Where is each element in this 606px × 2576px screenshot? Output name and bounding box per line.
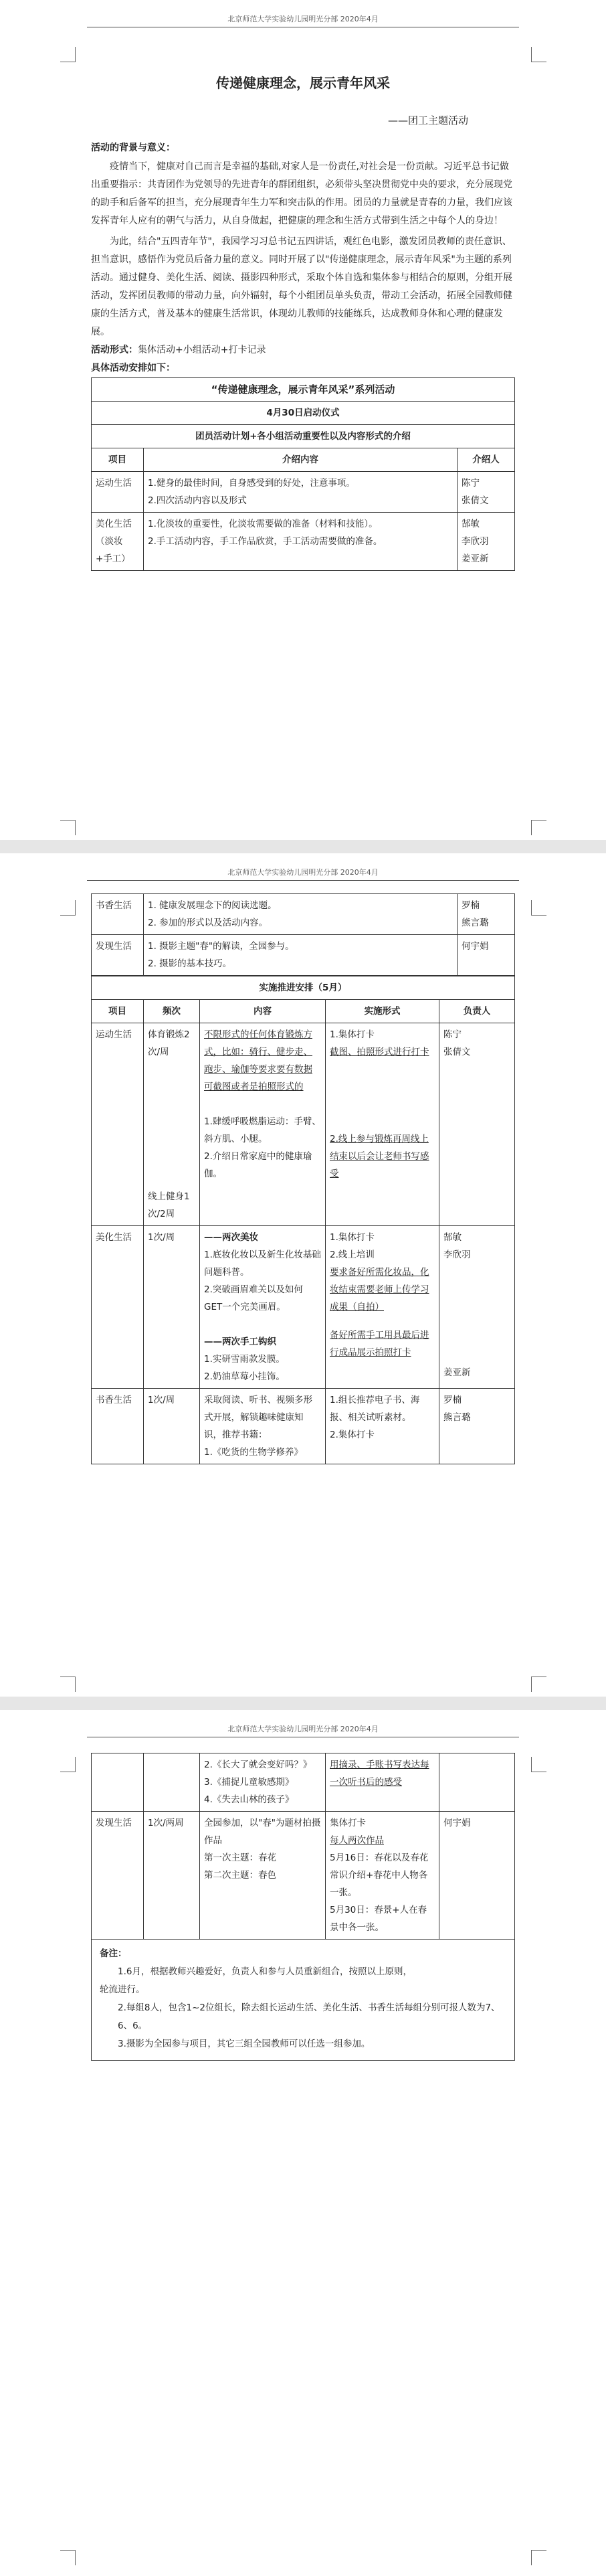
content-subheading: ——两次美妆 bbox=[204, 1232, 258, 1243]
crop-mark bbox=[531, 2550, 546, 2565]
presenter-cell bbox=[458, 894, 515, 935]
crop-mark bbox=[60, 820, 76, 835]
content-cell bbox=[200, 1389, 326, 1464]
launch-date: 4月30日启动仪式 bbox=[92, 402, 515, 425]
presenter-cell: 何宇娟 bbox=[458, 935, 515, 976]
presenter: 熊言璐 bbox=[462, 918, 489, 928]
table-row bbox=[92, 1226, 515, 1389]
project-cell: 书香生活 bbox=[92, 1389, 144, 1464]
crop-mark bbox=[60, 2550, 76, 2565]
owner: 李欣羽 bbox=[443, 1250, 471, 1260]
column-header: 内容 bbox=[200, 1000, 326, 1023]
owner-cell bbox=[439, 1226, 515, 1389]
project-cell bbox=[92, 1753, 144, 1812]
form-text: 用摘录、手账书写表达每一次听书后的感受 bbox=[330, 1759, 429, 1788]
page-2 bbox=[0, 853, 606, 1697]
frequency-cell bbox=[144, 1023, 200, 1226]
crop-mark bbox=[60, 1677, 76, 1692]
content-text: 2.突破画眉难关以及如何GET一个完美画眉。 bbox=[204, 1284, 303, 1312]
activity-form-value: 集体活动+小组活动+打卡记录 bbox=[138, 345, 266, 355]
book-item: 4.《失去山林的孩子》 bbox=[204, 1794, 294, 1805]
page-header: 北京师范大学实验幼儿园明光分部 2020年4月 bbox=[227, 1725, 379, 1733]
form-text: 2.线上参与锻炼再周线上结束以后会让老师书写感受 bbox=[330, 1134, 429, 1179]
schedule-table bbox=[91, 976, 515, 1464]
schedule-title: 实施推进安排（5月） bbox=[92, 976, 515, 1000]
form-text: 1.集体打卡 bbox=[330, 1232, 375, 1243]
crop-mark bbox=[531, 1757, 546, 1772]
note-item: 3.摄影为全园参与项目，其它三组全园教师可以任选一组参加。 bbox=[118, 2039, 371, 2049]
activity-form bbox=[91, 341, 515, 359]
owner: 张倩文 bbox=[443, 1047, 471, 1057]
owner: 郜敏 bbox=[443, 1232, 462, 1243]
column-header: 项目 bbox=[92, 1000, 144, 1023]
activity-form-label: 活动形式： bbox=[91, 345, 138, 355]
owner-cell bbox=[439, 1389, 515, 1464]
crop-mark bbox=[60, 900, 76, 916]
background-paragraph-1: 疫情当下，健康对自己而言是幸福的基础,对家人是一份责任,对社会是一份贡献。习近平总书记做出重要指示：共青团作为党领导的先进青年的群团组织，必须带头坚决贯彻党中央的要求，充分展现党的助手和后备军的担当，充分展现青年生力军和突击队的作用。团员的力量就是青春的力量，我们应该发挥青年人应有的朝气与活力，从自身做起，把健康的理念和生活方式带到生活之中每个人的身边！ bbox=[91, 161, 512, 226]
note-item: 1.6月，根据教师兴趣爱好，负责人和参与人员重新组合，按照以上原则， bbox=[118, 1966, 412, 1977]
presenter: 郜敏 bbox=[462, 519, 480, 529]
page-3 bbox=[0, 1710, 606, 2576]
page-header: 北京师范大学实验幼儿园明光分部 2020年4月 bbox=[227, 868, 379, 877]
launch-table-title: “传递健康理念，展示青年风采”系列活动 bbox=[92, 378, 515, 402]
project-cell: 发现生活 bbox=[92, 935, 144, 976]
form-text: 1.组长推荐电子书、海报、相关试听素材。 bbox=[330, 1395, 420, 1423]
project-cell: 美化生活 bbox=[92, 1226, 144, 1389]
background-paragraph-2: 为此，结合"五四青年节"，我园学习习总书记五四讲话，观红色电影，激发团员教师的责任意识、担当意识，感悟作为党员后备力量的意义。同时开展了以"传递健康理念，展示青年风采"为主题的系列活动。通过健身、美化生活、阅读、摄影四种形式，采取个体自选和集体参与相结合的原则，分组开展活动，发挥团员教师的带动力量，向外辐射，每个小组团员单头负责，带动工会活动，拓展全园教师健康的生活方式，普及基本的健康生活常识，体现幼儿教师的技能练兵，达成教师身体和心理的健康发展。 bbox=[91, 236, 512, 337]
content-cell bbox=[200, 1226, 326, 1389]
project-cell: 运动生活 bbox=[92, 472, 144, 513]
presenter: 陈宁 bbox=[462, 478, 480, 489]
intro-line: 2.四次活动内容以及形式 bbox=[148, 495, 247, 506]
intro-line: 2. 参加的形式以及活动内容。 bbox=[148, 918, 268, 928]
table-row bbox=[92, 1753, 515, 1812]
content-text: 第二次主题：春色 bbox=[204, 1870, 276, 1881]
intro-line: 1.化淡妆的重要性，化淡妆需要做的准备（材料和技能）。 bbox=[148, 519, 378, 529]
owner: 陈宁 bbox=[443, 1029, 462, 1040]
presenter: 张倩文 bbox=[462, 495, 489, 506]
form-text: 每人两次作品 bbox=[330, 1835, 384, 1846]
content-text: 1.肆缓呼吸燃脂运动：手臂、斜方肌、小腿。 bbox=[204, 1116, 321, 1144]
owner: 罗楠 bbox=[443, 1395, 462, 1405]
content-text: 2.介绍日常家庭中的健康瑜伽。 bbox=[204, 1151, 312, 1179]
form-text: 集体打卡 bbox=[330, 1818, 366, 1828]
frequency-cell bbox=[144, 1753, 200, 1812]
document-body bbox=[91, 72, 515, 571]
content-text: 第一次主题：春花 bbox=[204, 1853, 276, 1863]
notes-label: 备注： bbox=[100, 1948, 127, 1959]
form-text: 2.线上培训 bbox=[330, 1250, 375, 1260]
form-text: 备好所需手工用具最后进行成品展示拍照打卡 bbox=[330, 1330, 429, 1358]
crop-mark bbox=[531, 47, 546, 62]
book-item: 1.《吃货的生物学修养》 bbox=[204, 1447, 303, 1458]
project-cell: 发现生活 bbox=[92, 1812, 144, 1940]
intro-line: 2. 摄影的基本技巧。 bbox=[148, 958, 232, 969]
presenter: 李欣羽 bbox=[462, 536, 489, 547]
intro-line: 2.手工活动内容，手工作品欣赏，手工活动需要做的准备。 bbox=[148, 536, 383, 547]
table-row bbox=[92, 1023, 515, 1226]
book-item: 2.《长大了就会变好吗？》 bbox=[204, 1759, 312, 1770]
content-subheading: ——两次手工钩织 bbox=[204, 1337, 276, 1347]
page-1 bbox=[0, 0, 606, 840]
column-header: 项目 bbox=[92, 448, 144, 472]
content-text: 不限形式的任何体育锻炼方式，比如：骑行、健步走、跑步、瑜伽等要求要有数据可截图或者是拍照形式的 bbox=[204, 1029, 312, 1092]
arrangement-heading: 具体活动安排如下： bbox=[91, 363, 175, 373]
crop-mark bbox=[60, 1757, 76, 1772]
crop-mark bbox=[531, 820, 546, 835]
presenter: 罗楠 bbox=[462, 900, 480, 911]
form-cell bbox=[326, 1812, 439, 1940]
content-cell bbox=[200, 1812, 326, 1940]
document-subtitle: ——团工主题活动 bbox=[387, 114, 468, 126]
launch-subtitle: 团员活动计划+各小组活动重要性以及内容形式的介绍 bbox=[92, 425, 515, 448]
intro-line: 1. 摄影主题"春"的解读，全园参与。 bbox=[148, 941, 294, 952]
page-header: 北京师范大学实验幼儿园明光分部 2020年4月 bbox=[227, 15, 379, 23]
form-cell bbox=[326, 1389, 439, 1464]
document-body bbox=[91, 1753, 515, 2061]
form-text: 1.集体打卡 bbox=[330, 1029, 375, 1040]
content-cell bbox=[200, 1753, 326, 1812]
project-cell: 书香生活 bbox=[92, 894, 144, 935]
content-text: 2.奶油草莓小挂饰。 bbox=[204, 1371, 285, 1382]
crop-mark bbox=[531, 1677, 546, 1692]
frequency-cell: 1次/周 bbox=[144, 1389, 200, 1464]
project-cell: 运动生活 bbox=[92, 1023, 144, 1226]
intro-cell bbox=[144, 513, 458, 571]
launch-table bbox=[91, 377, 515, 571]
table-row bbox=[92, 1389, 515, 1464]
content-text: 1.底妆化妆以及新生化妆基础问题科普。 bbox=[204, 1250, 321, 1278]
column-header: 介绍内容 bbox=[144, 448, 458, 472]
intro-line: 1. 健康发展理念下的阅读选题。 bbox=[148, 900, 277, 911]
column-header: 负责人 bbox=[439, 1000, 515, 1023]
intro-cell bbox=[144, 472, 458, 513]
form-text: 要求备好所需化妆品，化妆结束需要老师上传学习成果（自拍） bbox=[330, 1267, 429, 1312]
presenter-cell bbox=[458, 472, 515, 513]
owner: 姜亚新 bbox=[443, 1367, 471, 1378]
frequency-cell: 1次/周 bbox=[144, 1226, 200, 1389]
form-text: 2.集体打卡 bbox=[330, 1430, 375, 1440]
owner-cell bbox=[439, 1023, 515, 1226]
presenter: 姜亚新 bbox=[462, 553, 489, 564]
intro-line: 1.健身的最佳时间，自身感受到的好处，注意事项。 bbox=[148, 478, 355, 489]
frequency: 体育锻炼2次/周 bbox=[148, 1029, 190, 1057]
table-row bbox=[92, 513, 515, 571]
schedule-table-continued bbox=[91, 1753, 515, 1940]
column-header: 实施形式 bbox=[326, 1000, 439, 1023]
presenter-cell bbox=[458, 513, 515, 571]
table-row bbox=[92, 1812, 515, 1940]
content-text: 采取阅读、听书、视频多形式开展，解锁趣味健康知识，推荐书籍： bbox=[204, 1395, 312, 1440]
owner-cell bbox=[439, 1753, 515, 1812]
document-body bbox=[91, 893, 515, 1464]
form-cell bbox=[326, 1023, 439, 1226]
content-text: 1.实研雪雨款发膜。 bbox=[204, 1354, 285, 1365]
project-cell: 美化生活（淡妆+手工） bbox=[92, 513, 144, 571]
launch-table-continued bbox=[91, 893, 515, 976]
note-item: 2.每组8人，包含1~2位组长，除去组长运动生活、美化生活、书香生活每组分别可报人数为7、6、6。 bbox=[118, 2002, 500, 2031]
header-rule bbox=[87, 880, 519, 881]
crop-mark bbox=[60, 47, 76, 62]
form-text: 5月16日：春花以及春花常识介绍+春花中人物各一张。 bbox=[330, 1853, 429, 1898]
table-row bbox=[92, 894, 515, 935]
intro-cell bbox=[144, 894, 458, 935]
content-text: 全园参加，以"春"为题材拍摄作品 bbox=[204, 1818, 321, 1846]
form-cell bbox=[326, 1226, 439, 1389]
column-header: 频次 bbox=[144, 1000, 200, 1023]
book-item: 3.《捕捉儿童敏感期》 bbox=[204, 1777, 294, 1788]
crop-mark bbox=[531, 900, 546, 916]
form-text: 截图、拍照形式进行打卡 bbox=[330, 1047, 429, 1057]
form-text: 5月30日：春景+人在春景中各一张。 bbox=[330, 1905, 427, 1933]
note-item: 轮流进行。 bbox=[100, 1984, 145, 1995]
frequency-cell: 1次/两周 bbox=[144, 1812, 200, 1940]
owner-cell: 何宇娟 bbox=[439, 1812, 515, 1940]
form-cell bbox=[326, 1753, 439, 1812]
column-header: 介绍人 bbox=[458, 448, 515, 472]
frequency: 线上健身1次/2周 bbox=[148, 1191, 190, 1219]
table-row bbox=[92, 472, 515, 513]
intro-cell bbox=[144, 935, 458, 976]
owner: 熊言璐 bbox=[443, 1412, 471, 1423]
document-title: 传递健康理念，展示青年风采 bbox=[216, 75, 390, 91]
notes-box bbox=[91, 1940, 515, 2061]
table-row bbox=[92, 935, 515, 976]
background-heading: 活动的背景与意义： bbox=[91, 143, 175, 153]
content-cell bbox=[200, 1023, 326, 1226]
